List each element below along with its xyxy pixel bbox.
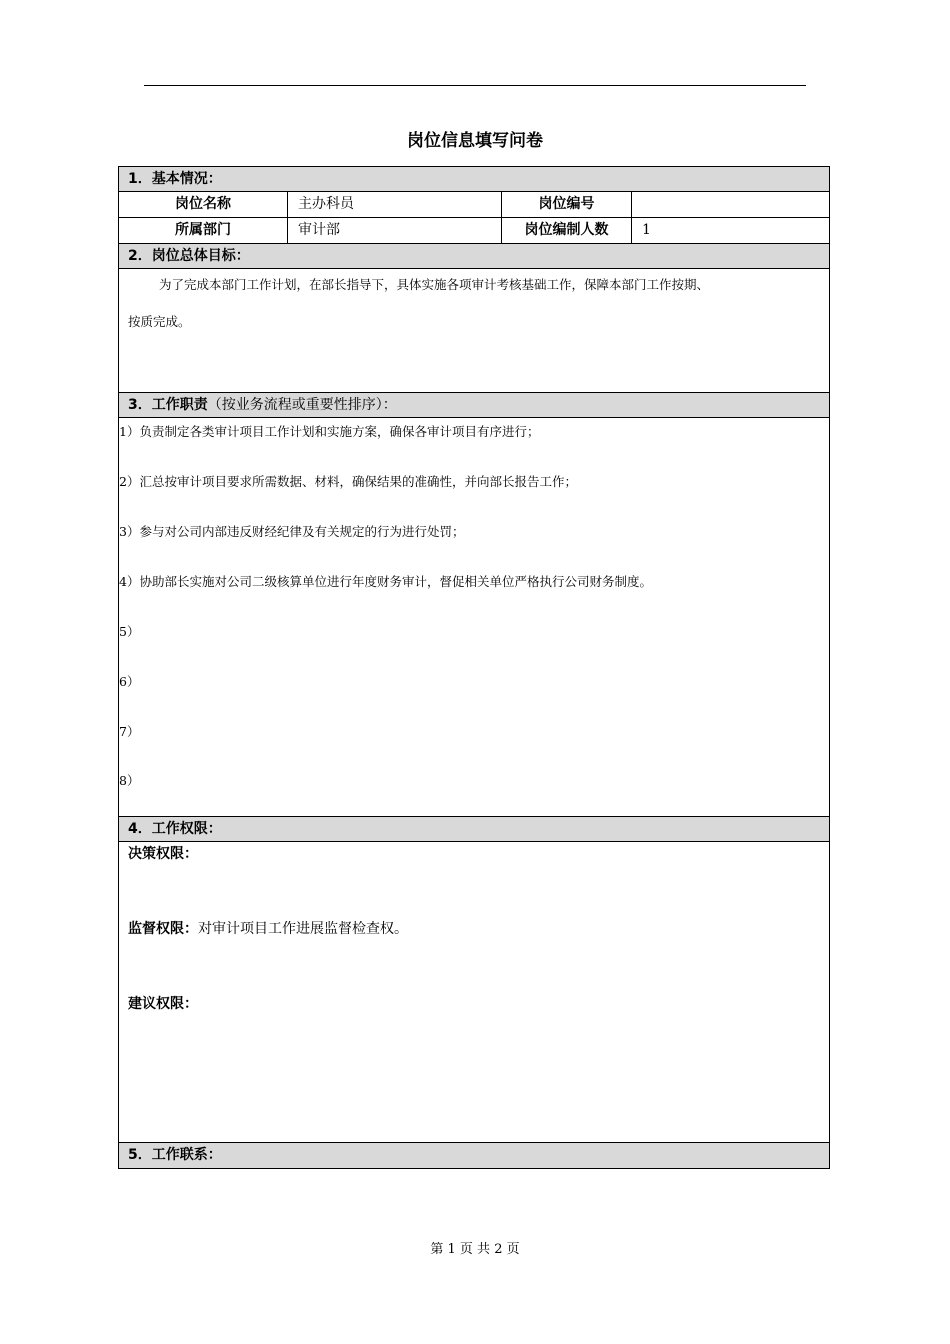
position-name-label: 岗位名称 [119,192,288,217]
duty-item: 2）汇总按审计项目要求所需数据、材料，确保结果的准确性，并向部长报告工作； [119,474,577,489]
suggestion-authority [128,993,198,1015]
basic-row-1 [119,192,829,218]
position-code-label: 岗位编号 [502,192,632,217]
goal-line-1: 为了完成本部门工作计划，在部长指导下，具体实施各项审计考核基础工作，保障本部门工作按期、 [159,277,710,292]
supervision-authority [128,918,408,940]
questionnaire-form [118,166,830,1169]
duty-item: 7） [119,724,140,739]
goal-text [119,269,829,393]
department-label: 所属部门 [119,218,288,243]
supervision-value: 对审计项目工作进展监督检查权。 [198,921,408,937]
duty-item: 5） [119,624,140,639]
header-rule [144,85,806,86]
duty-item: 4）协助部长实施对公司二级核算单位进行年度财务审计，督促相关单位严格执行公司财务制度。 [119,574,652,589]
document-title: 岗位信息填写问卷 [407,131,543,151]
section-contact-header: 5．工作联系： [119,1143,829,1168]
headcount-label: 岗位编制人数 [502,218,632,243]
duty-item: 3）参与对公司内部违反财经纪律及有关规定的行为进行处罚； [119,524,465,539]
section-authority-header: 4．工作权限： [119,817,829,842]
decision-label: 决策权限： [128,846,198,862]
supervision-label: 监督权限： [128,921,198,937]
section-goal-header: 2．岗位总体目标： [119,244,829,269]
page-footer: 第 1 页 共 2 页 [430,1242,520,1257]
goal-line-2: 按质完成。 [128,314,191,329]
position-code-value [632,192,829,217]
suggestion-label: 建议权限： [128,996,198,1012]
position-name-value: 主办科员 [288,192,502,217]
duty-item: 1）负责制定各类审计项目工作计划和实施方案，确保各审计项目有序进行； [119,424,540,439]
duties-list [119,418,829,817]
duties-title-note: （按业务流程或重要性排序）： [207,397,397,413]
headcount-value: 1 [642,222,651,238]
authority-block [119,842,829,1143]
decision-authority [128,843,198,865]
duty-item: 8） [119,773,140,788]
section-duties-header [119,393,829,418]
basic-row-2 [119,218,829,244]
section-basic-header: 1．基本情况： [119,167,829,192]
duties-title: 3．工作职责 [128,397,208,413]
department-value: 审计部 [288,218,502,243]
duty-item: 6） [119,674,140,689]
